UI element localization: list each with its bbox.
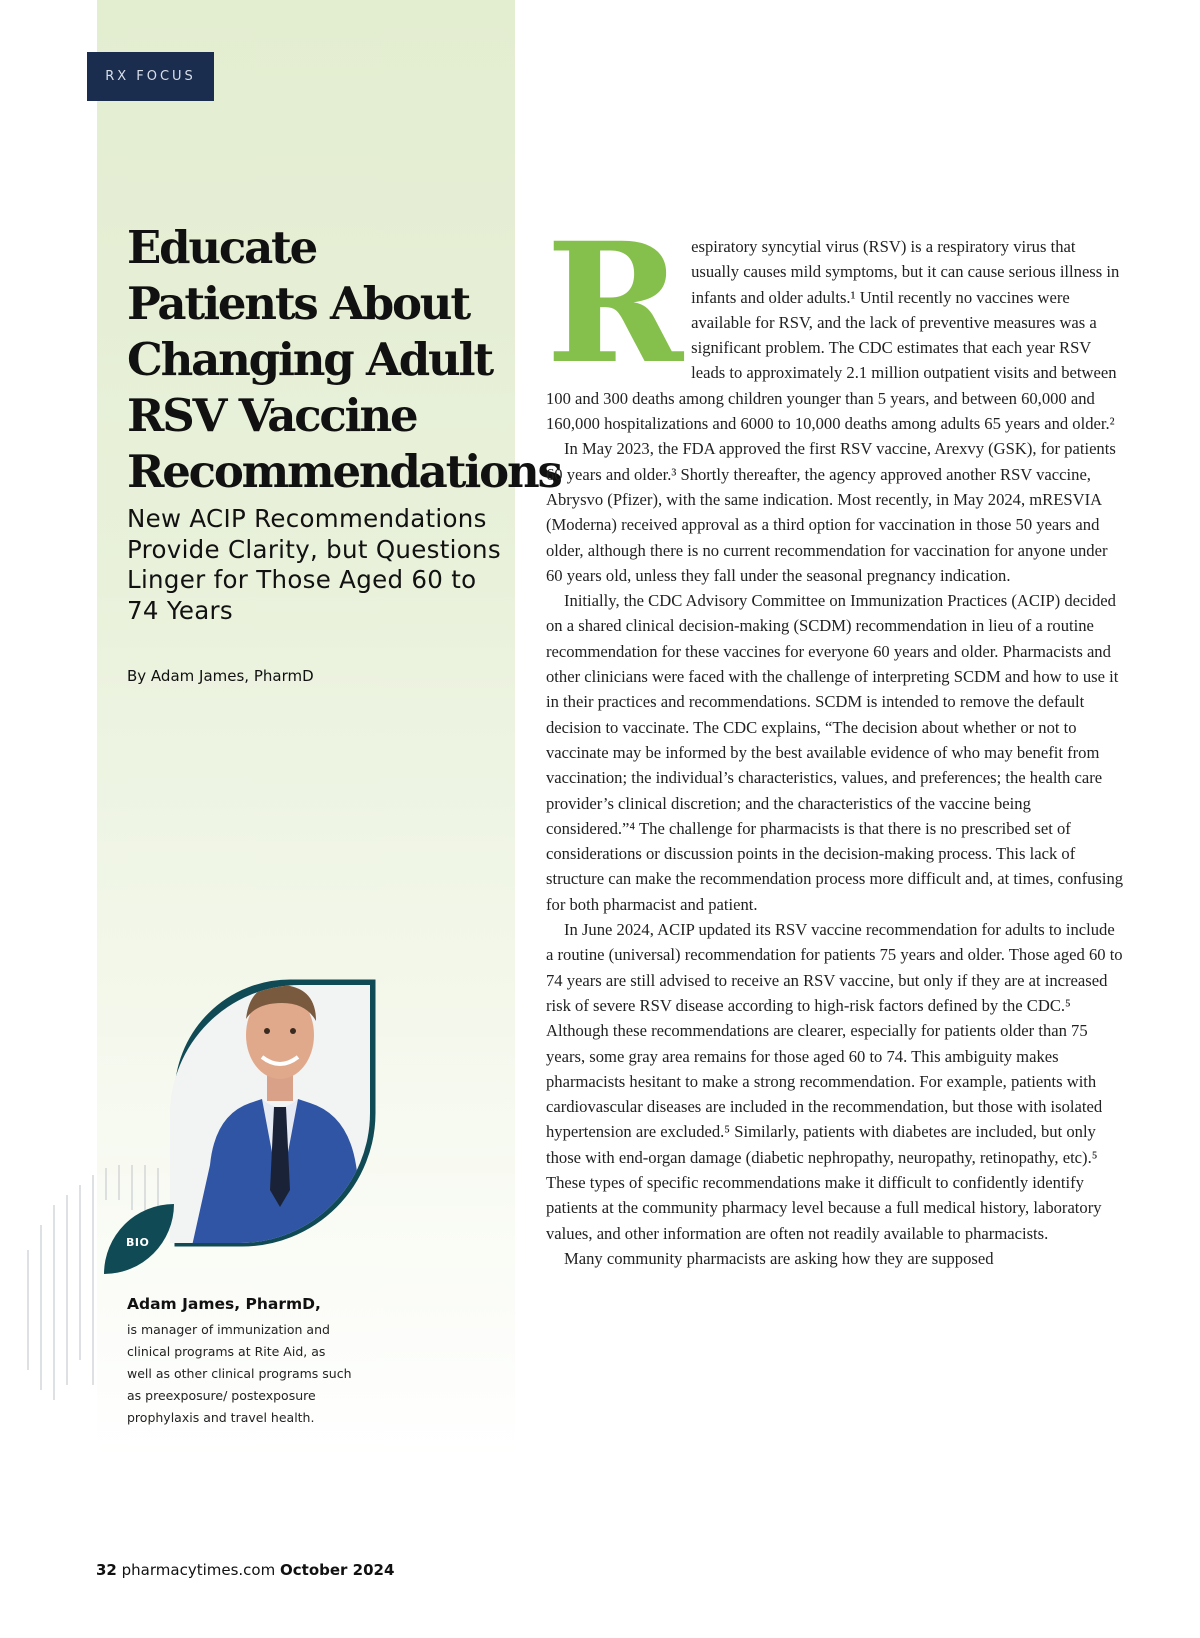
- drop-cap: R: [546, 206, 684, 400]
- author-photo: [170, 975, 380, 1255]
- article-body: [546, 206, 1124, 1271]
- article-paragraph: Many community pharmacists are asking how they are supposed: [564, 1248, 994, 1268]
- footer-site: pharmacytimes.com: [121, 1561, 276, 1579]
- footer-issue: October 2024: [280, 1561, 395, 1579]
- subtitle: New ACIP Recommendations Provide Clarity, but Questions Linger for Those Aged 60 to 74 Years: [127, 504, 501, 625]
- article-paragraph: In June 2024, ACIP updated its RSV vaccine recommendation for adults to include a routine (universal) recommendation for patients 75 years and older. Those aged 60 to 74 years are still advised to receive an RSV vaccine, but only if they are at increased risk of severe RSV disease according to high-risk factors defined by the CDC.⁵ Although these recommendations are clearer, especially for patients older than 75 years, some gray area remains for those aged 60 to 74. This ambiguity makes pharmacists hesitant to make a strong recommendation. For example, patients with cardiovascular diseases are included in the recommendation, but those with isolated hypertension are excluded.⁵ Similarly, patients with diabetes are included, but only those with end-organ damage (diabetic nephropathy, neuropathy, retinopathy, etc).⁵ These types of specific recommendations make it difficult to confidently identify patients at the community pharmacy level because a full medical history, laboratory values, and other information are often not readily available to pharmacists.: [546, 920, 1123, 1243]
- page-title: Educate Patients About Changing Adult RSV Vaccine Recommendations: [127, 221, 561, 498]
- bio-text: is manager of immunization and clinical programs at Rite Aid, as well as other clinical programs such as preexposure/ postexposure prophylaxis and travel health.: [127, 1322, 352, 1425]
- section-tag: RX FOCUS: [87, 52, 214, 101]
- article-paragraph: espiratory syncytial virus (RSV) is a respiratory virus that usually causes mild symptoms, but it can cause serious illness in infants and older adults.¹ Until recently no vaccines were available for RSV, and the lack of preventive measures was a significant problem. The CDC estimates that each year RSV leads to approximately 2.1 million outpatient visits and between 100 and 300 deaths among children younger than 5 years, and between 60,000 and 160,000 hospitalizations and 6000 to 10,000 deaths among adults 65 years and older.²: [546, 237, 1120, 434]
- page-number: 32: [96, 1561, 117, 1579]
- bio-name: Adam James, PharmD,: [127, 1295, 321, 1313]
- article-paragraph: Initially, the CDC Advisory Committee on Immunization Practices (ACIP) decided on a shared clinical decision-making (SCDM) recommendation in lieu of a routine recommendation for these vaccines for everyone 60 years and older. Pharmacists and other clinicians were faced with the challenge of interpreting SCDM and how to use it in their practices and recommendations. SCDM is intended to remove the default decision to vaccinate. The CDC explains, “The decision about whether or not to vaccinate may be informed by the best available evidence of who may benefit from vaccination; the individual’s characteristics, values, and preferences; the health care provider’s clinical discretion; and the characteristics of the vaccine being considered.”⁴ The challenge for pharmacists is that there is no prescribed set of considerations or discussion points in the decision-making process. This lack of structure can make the recommendation process more difficult and, at times, confusing for both pharmacist and patient.: [546, 591, 1124, 914]
- bio-label: BIO: [126, 1236, 150, 1249]
- page-footer: [96, 1561, 394, 1579]
- byline: By Adam James, PharmD: [127, 667, 314, 685]
- article-paragraph: In May 2023, the FDA approved the first RSV vaccine, Arexvy (GSK), for patients 60 years and older.³ Shortly thereafter, the agency approved another RSV vaccine, Abrysvo (Pfizer), with the same indication. Most recently, in May 2024, mRESVIA (Moderna) received approval as a third option for vaccination in those 50 years and older, although there is no current recommendation for vaccination for anyone under 60 years old, unless they fall under the seasonal pregnancy indication.: [546, 439, 1116, 585]
